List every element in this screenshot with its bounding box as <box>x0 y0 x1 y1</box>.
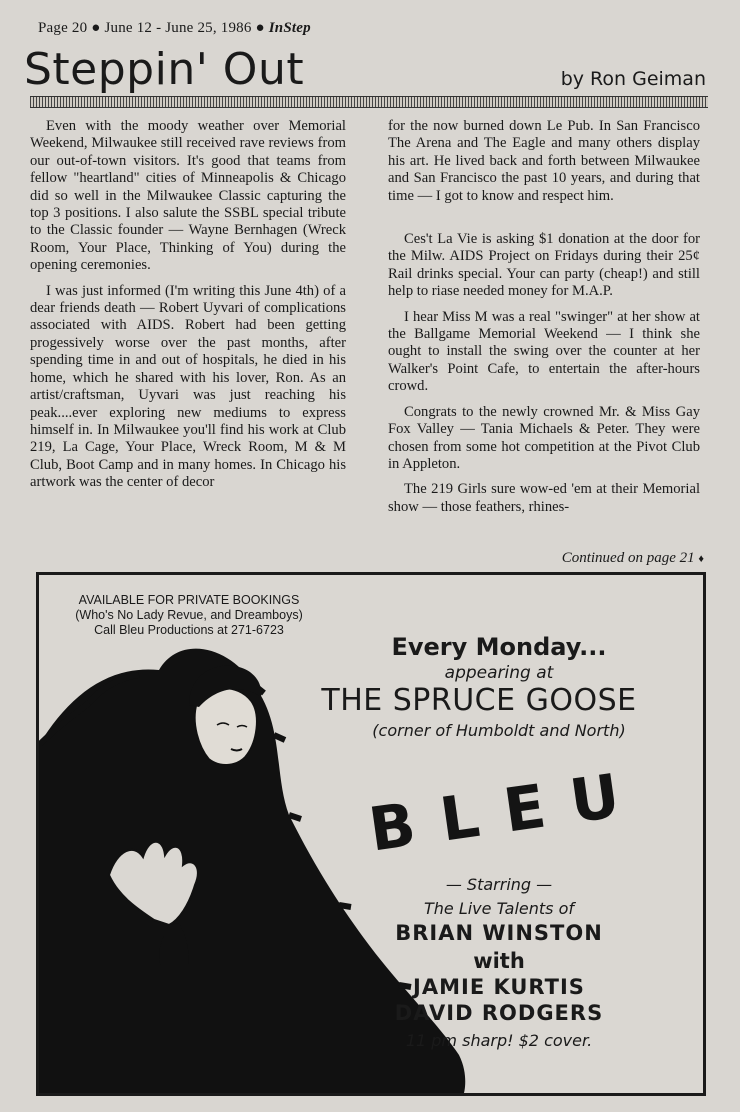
bullet-icon: ● <box>255 20 265 36</box>
paragraph: The 219 Girls sure wow-ed 'em at their Memorial show — those feathers, rhines- <box>388 481 700 515</box>
performer-name: JAMIE KURTIS <box>413 975 585 999</box>
paragraph: Ces't La Vie is asking $1 donation at the door for the Milw. AIDS Project on Fridays during their 25¢ Rail drinks special. Your can party (cheap!) and still help to riase needed money for M.A.P. <box>388 231 700 300</box>
private-bookings-line: (Who's No Lady Revue, and Dreamboys) <box>75 608 303 622</box>
publication-name: InStep <box>268 20 311 36</box>
issue-dates: June 12 - June 25, 1986 <box>104 20 252 36</box>
continued-text: Continued on page 21 <box>561 550 695 566</box>
section-spacer <box>388 213 700 231</box>
venue-location: (corner of Humboldt and North) <box>372 721 626 740</box>
with-label: with <box>473 949 525 973</box>
performer-name: DAVID RODGERS <box>394 1001 604 1025</box>
private-bookings-line: AVAILABLE FOR PRIVATE BOOKINGS <box>78 593 300 607</box>
starring-label: — Starring — <box>445 875 553 894</box>
arrow-right-icon: ♦ <box>698 553 704 565</box>
paragraph: Even with the moody weather over Memorial Weekend, Milwaukee still received rave reviews from our out-of-town visitors. It's good that teams from fellow "heartland" cities of Minneapolis & Chicago did so well in the Milwaukee Classic capturing the top 3 positions. I also salute the SSBL special tribute to the Classic founder — Wayne Bernhagen (Wreck Room, Your Place, Thinking of You) during the opening ceremonies. <box>30 118 346 274</box>
bleu-advertisement <box>36 572 706 1096</box>
paragraph: for the now burned down Le Pub. In San Francisco The Arena and The Eagle and many others display his art. He lived back and forth between Milwaukee and San Francisco the past 10 years, and during that time — I got to know and respect him. <box>388 118 700 204</box>
every-monday-heading: Every Monday... <box>391 633 607 661</box>
paragraph: Congrats to the newly crowned Mr. & Miss Gay Fox Valley — Tania Michaels & Peter. They were chosen from some hot competition at the Pivot Club in Appleton. <box>388 403 700 472</box>
byline: by Ron Geiman <box>560 68 706 90</box>
private-bookings-notice <box>59 593 319 638</box>
private-bookings-line: Call Bleu Productions at 271-6723 <box>94 623 284 637</box>
title-rule <box>30 96 708 108</box>
bullet-icon: ● <box>91 20 101 36</box>
performer-name: BRIAN WINSTON <box>395 921 603 945</box>
show-time-cover: 11 pm sharp! $2 cover. <box>405 1031 593 1050</box>
paragraph: I was just informed (I'm writing this June 4th) of a dear friends death — Robert Uyvari of complications associated with AIDS. Robert had been getting progessively worse over the past months, after spending time in and out of hospitals, he died in his home, which he shared with his lover, Ron. As an artist/craftsman, Uyvari was just reaching his peak....ever exploring new mediums to express himself in. In Milwaukee you'll find his work at Club 219, La Cage, Your Place, Wreck Room, M & M Club, Boot Camp and in many homes. In Chicago his artwork was the center of decor <box>30 282 346 491</box>
continued-note <box>562 550 704 567</box>
page-number: Page 20 <box>38 20 88 36</box>
right-column <box>388 118 700 524</box>
bleu-logo: BLEU <box>364 757 650 866</box>
column-title: Steppin' Out <box>24 44 305 95</box>
page-header <box>38 20 311 37</box>
talents-label: The Live Talents of <box>423 899 575 918</box>
venue-name: THE SPRUCE GOOSE <box>321 683 637 718</box>
paragraph: I hear Miss M was a real "swinger" at her show at the Ballgame Memorial Weekend — I think she ought to install the swing over the counter at her Walker's Point Cafe, to entertain the after-hours crowd. <box>388 308 700 395</box>
left-column <box>30 118 346 500</box>
appearing-at-text: appearing at <box>444 663 554 683</box>
